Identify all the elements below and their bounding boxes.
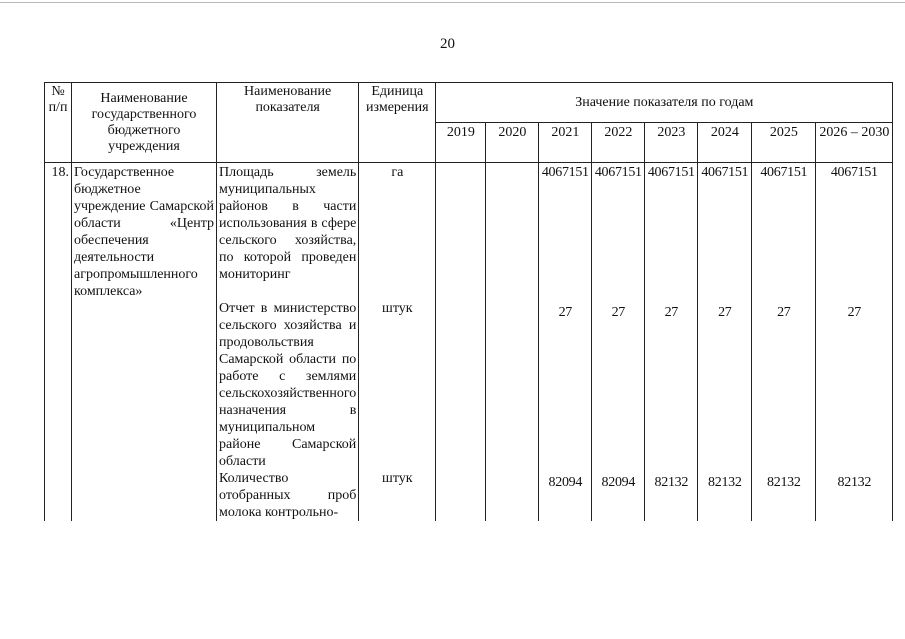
value-cell	[486, 470, 539, 521]
page-top-edge	[0, 2, 905, 3]
value-cell: 82094	[592, 470, 645, 521]
table-row	[45, 163, 893, 301]
value-cell: 4067151	[645, 163, 698, 301]
unit: штук	[359, 300, 436, 470]
value-cell	[486, 163, 539, 301]
value-cell: 82094	[539, 470, 592, 521]
header-year: 2025	[752, 123, 816, 163]
value-cell	[436, 163, 486, 301]
header-year: 2023	[645, 123, 698, 163]
row-number	[45, 470, 72, 521]
value-cell: 27	[539, 300, 592, 470]
value-cell: 27	[752, 300, 816, 470]
indicators-table	[44, 82, 893, 521]
table-row	[45, 470, 893, 521]
header-unit: Единица измерения	[359, 83, 436, 163]
value-cell: 82132	[645, 470, 698, 521]
value-cell: 4067151	[592, 163, 645, 301]
row-number: 18.	[45, 163, 72, 301]
header-year: 2021	[539, 123, 592, 163]
value-cell: 27	[816, 300, 893, 470]
indicator-name: Отчет в министерство сельского хозяйства и продовольствия Самарской области по работе с землями сельскохозяйственного назначения в муниципальном районе Самарской области	[217, 300, 359, 470]
table-row	[45, 300, 893, 470]
header-year: 2026 – 2030	[816, 123, 893, 163]
indicator-name: Площадь земель муниципальных районов в части использования в сфере сельского хозяйства, по которой проведен мониторинг	[217, 163, 359, 301]
value-cell: 4067151	[816, 163, 893, 301]
value-cell	[436, 300, 486, 470]
value-cell: 82132	[698, 470, 752, 521]
value-cell: 4067151	[698, 163, 752, 301]
institution-name: Государственное бюджетное учреждение Самарской области «Центр обеспечения деятельности агропромышленного комплекса»	[72, 163, 217, 301]
value-cell: 27	[645, 300, 698, 470]
indicator-name: Количество отобранных проб молока контрольно-	[217, 470, 359, 521]
header-num: № п/п	[45, 83, 72, 163]
value-cell: 82132	[816, 470, 893, 521]
value-cell: 82132	[752, 470, 816, 521]
header-indicator: Наименование показателя	[217, 83, 359, 163]
value-cell	[486, 300, 539, 470]
header-year: 2024	[698, 123, 752, 163]
header-year: 2020	[486, 123, 539, 163]
unit: га	[359, 163, 436, 301]
unit: штук	[359, 470, 436, 521]
header-year: 2022	[592, 123, 645, 163]
value-cell: 4067151	[752, 163, 816, 301]
row-number	[45, 300, 72, 470]
page-number: 20	[440, 36, 455, 52]
institution-name	[72, 470, 217, 521]
value-cell	[436, 470, 486, 521]
value-cell: 27	[592, 300, 645, 470]
institution-name	[72, 300, 217, 470]
header-values-by-year: Значение показателя по годам	[436, 83, 893, 123]
value-cell: 4067151	[539, 163, 592, 301]
header-year: 2019	[436, 123, 486, 163]
header-institution: Наименование государственного бюджетного учреждения	[72, 83, 217, 163]
value-cell: 27	[698, 300, 752, 470]
